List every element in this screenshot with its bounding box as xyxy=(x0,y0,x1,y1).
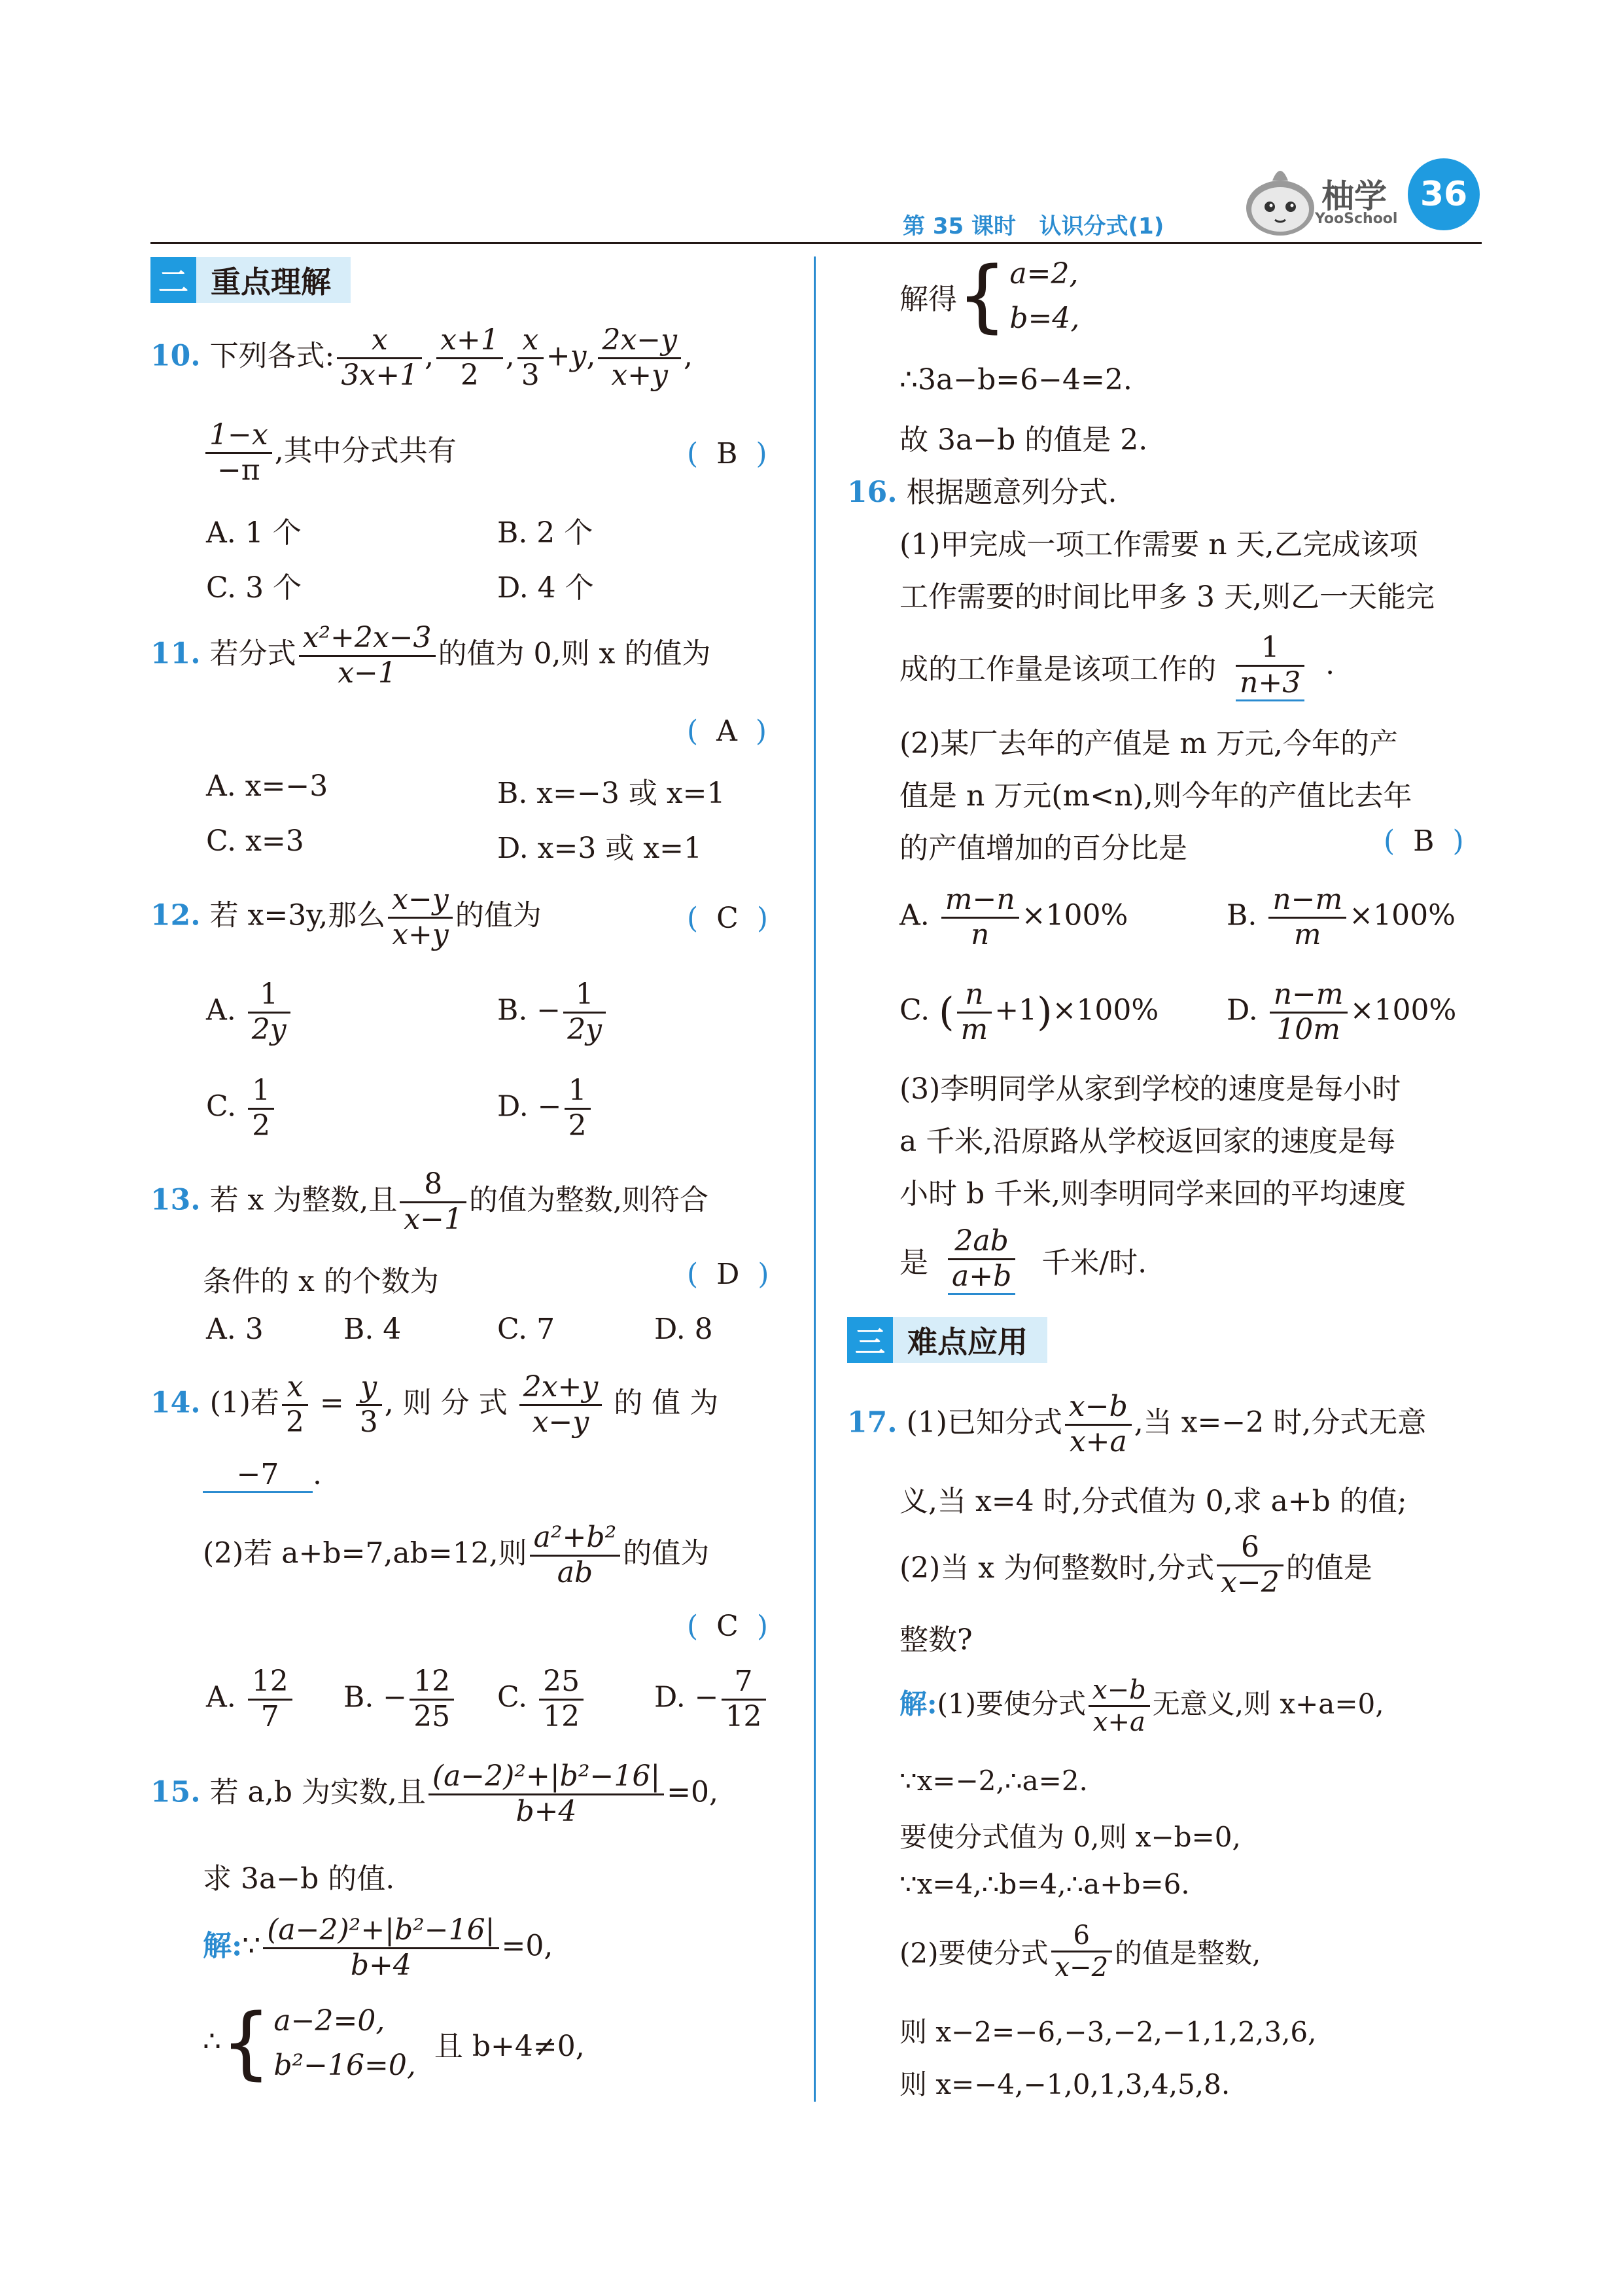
question-number: 15. xyxy=(150,1775,201,1809)
question-16-p3-l2: a 千米,沿原路从学校返回家的速度是每 xyxy=(899,1125,1396,1158)
option-a: A. 3 xyxy=(206,1313,264,1346)
solution-15: 解:∵ $\frac{\text{(a−2)²+|b²−16|}}{b+4}$ =0, xyxy=(203,1913,553,1982)
option-d: D. − $\frac{1}{2}$ xyxy=(497,1074,593,1142)
option-a: A. $\frac{1}{2y}$ xyxy=(206,978,293,1046)
option-a: A. x=−3 xyxy=(206,769,328,803)
option-c: C. 7 xyxy=(497,1313,555,1346)
section-title: 难点应用 xyxy=(907,1324,1028,1360)
question-16-p3-l4: 是 $\frac{2ab}{a+b}$ 千米/时. xyxy=(899,1225,1147,1295)
solution-17-s7: 则 x=−4,−1,0,1,3,4,5,8. xyxy=(899,2068,1230,2100)
option-d: D. − $\frac{7}{12}$ xyxy=(654,1665,769,1733)
option-c: C. x=3 xyxy=(206,824,304,858)
answer-14-2: ( C ) xyxy=(687,1610,768,1643)
solution-17-s3: 要使分式值为 0,则 x−b=0, xyxy=(899,1821,1241,1853)
question-number: 17. xyxy=(847,1405,898,1439)
section-tag: 三 xyxy=(847,1317,893,1363)
option-b: B. $\frac{n-m}{m}$ ×100% xyxy=(1227,883,1456,951)
question-stem: 下列各式: xyxy=(209,339,335,373)
answer-16-2: ( B ) xyxy=(1384,824,1464,858)
question-number: 14. xyxy=(150,1386,201,1420)
question-15-line2: 求 3a−b 的值. xyxy=(203,1862,395,1896)
option-d: D. x=3 或 x=1 xyxy=(497,832,703,865)
question-16-p2-l1: (2)某厂去年的产值是 m 万元,今年的产 xyxy=(899,727,1399,760)
option-c: C. 3 个 xyxy=(206,571,302,605)
option-c: C. $\frac{25}{12}$ xyxy=(497,1665,586,1733)
solution-17-s2: ∵x=−2,∴a=2. xyxy=(899,1765,1088,1797)
solution-17-s5: (2)要使分式 $\frac{6}{x-2}$ 的值是整数, xyxy=(899,1920,1261,1983)
question-16-p2-l2: 值是 n 万元(m<n),则今年的产值比去年 xyxy=(899,779,1412,813)
solution-17-s6: 则 x−2=−6,−3,−2,−1,1,2,3,6, xyxy=(899,2016,1317,2048)
solution-15-calc: ∴3a−b=6−4=2. xyxy=(899,363,1132,397)
answer-13: ( D ) xyxy=(687,1258,769,1291)
option-d: D. 4 个 xyxy=(497,571,594,605)
header-rule xyxy=(150,242,1482,244)
solution-15-conclusion: 故 3a−b 的值是 2. xyxy=(899,423,1148,457)
question-number: 13. xyxy=(150,1183,201,1217)
question-16-p1-l2: 工作需要的时间比甲多 3 天,则乙一天能完 xyxy=(899,580,1435,614)
option-d: D. $\frac{n-m}{10m}$ ×100% xyxy=(1227,978,1457,1046)
question-tail: ,其中分式共有 xyxy=(274,434,457,468)
question-16-p3-l1: (3)李明同学从家到学校的速度是每小时 xyxy=(899,1072,1401,1106)
question-16-p2-l3: 的产值增加的百分比是 xyxy=(899,832,1187,865)
question-17-l4: 整数? xyxy=(899,1623,973,1657)
question-17: 17. (1)已知分式 $\frac{x-b}{x+a}$ ,当 x=−2 时,分式无意 xyxy=(847,1390,1427,1458)
lesson-label: 第 35 课时 认识分式(1) xyxy=(903,213,1164,239)
option-d: D. 8 xyxy=(654,1313,713,1346)
question-10: 10. 下列各式: $\frac{x}{3x+1}$ , $\frac{x+1}{2}$ , $\frac{x}{3}$ +y, $\frac{2x-y}{x+y}$ , xyxy=(150,323,693,392)
option-a: A. $\frac{m-n}{n}$ ×100% xyxy=(899,883,1128,951)
mascot-logo xyxy=(1240,157,1321,239)
answer-10: ( B ) xyxy=(687,437,767,470)
brand-logo-text: 柚学 xyxy=(1321,177,1387,215)
question-number: 11. xyxy=(150,637,201,671)
section-title: 重点理解 xyxy=(211,264,331,300)
question-11: 11. 若分式 $\frac{\text{x²+2x−3}}{x-1}$ 的值为 0,则 x 的值为 xyxy=(150,621,711,690)
question-12: 12. 若 x=3y,那么 $\frac{x-y}{x+y}$ 的值为 xyxy=(150,883,542,951)
solution-17-s1: 解:(1)要使分式 $\frac{x-b}{x+a}$ 无意义,则 x+a=0, xyxy=(899,1675,1384,1737)
answer-11: ( A ) xyxy=(687,715,767,748)
answer-14-1: −7 . xyxy=(203,1458,322,1493)
question-10-line2: $\frac{1-x}{-\pi}$ ,其中分式共有 xyxy=(203,419,457,487)
solution-17-s4: ∵x=4,∴b=4,∴a+b=6. xyxy=(899,1868,1190,1900)
column-divider xyxy=(814,256,816,2102)
question-15: 15. 若 a,b 为实数,且 $\frac{\text{(a−2)²+|b²−16|}}{b+4}$ =0, xyxy=(150,1759,719,1828)
question-13: 13. 若 x 为整数,且 $\frac{8}{x-1}$ 的值为整数,则符合 xyxy=(150,1167,709,1236)
option-b: B. − $\frac{12}{25}$ xyxy=(343,1665,457,1733)
question-17-l2: 义,当 x=4 时,分式值为 0,求 a+b 的值; xyxy=(899,1485,1407,1518)
question-14: 14. (1)若 $\frac{x}{2}$ = $\frac{y}{3}$ , 则 分 式 $\frac{2x+y}{x-y}$ 的 值 为 xyxy=(150,1370,719,1439)
question-16: 16. 根据题意列分式. xyxy=(847,476,1117,509)
option-a: A. $\frac{12}{7}$ xyxy=(206,1665,295,1733)
section-header-key-understanding xyxy=(150,257,351,303)
section-tag: 二 xyxy=(150,257,196,303)
question-16-p1-l3: 成的工作量是该项工作的 $\frac{1}{n+3}$ . xyxy=(899,631,1335,701)
question-16-p1-l1: (1)甲完成一项工作需要 n 天,乙完成该项 xyxy=(899,528,1418,561)
option-b: B. − $\frac{1}{2y}$ xyxy=(497,978,608,1046)
brand-logo-en: YooSchool xyxy=(1315,211,1398,227)
answer-12: ( C ) xyxy=(687,902,768,935)
option-b: B. 4 xyxy=(343,1313,402,1346)
question-17-l3: (2)当 x 为何整数时,分式 $\frac{6}{x-2}$ 的值是 xyxy=(899,1530,1372,1599)
option-c: C. ( $\frac{n}{m}$ +1)×100% xyxy=(899,978,1159,1046)
page-number-badge: 36 xyxy=(1408,158,1480,230)
option-a: A. 1 个 xyxy=(206,516,302,550)
question-14-part2: (2)若 a+b=7,ab=12,则 $\frac{\text{a²+b²}}{ab}$ 的值为 xyxy=(203,1521,710,1589)
section-header-difficult-application xyxy=(847,1317,1047,1363)
question-16-p3-l3: 小时 b 千米,则李明同学来回的平均速度 xyxy=(899,1177,1406,1210)
solution-15-system: ∴{a−2=0, b²−16=0, 且 b+4≠0, xyxy=(203,1998,585,2089)
question-number: 16. xyxy=(847,476,898,509)
option-b: B. 2 个 xyxy=(497,516,593,550)
question-number: 10. xyxy=(150,339,201,373)
option-b: B. x=−3 或 x=1 xyxy=(497,777,725,810)
solution-15-solved: 解得{a=2, b=4, xyxy=(899,251,1080,342)
option-c: C. $\frac{1}{2}$ xyxy=(206,1074,277,1142)
question-13-line2: 条件的 x 的个数为 xyxy=(203,1265,439,1298)
question-number: 12. xyxy=(150,898,201,932)
